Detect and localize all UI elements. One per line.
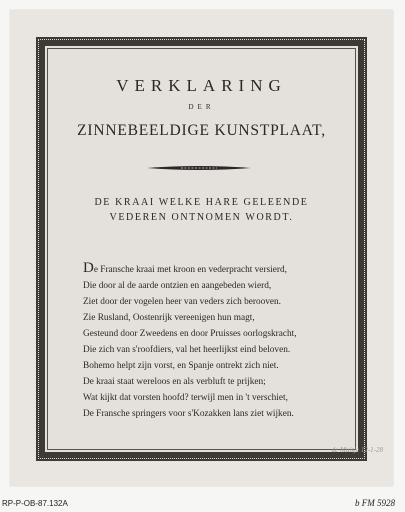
poem-heading [45, 195, 358, 225]
poem-line: Zie Rusland, Oostenrijk vereenigen hun magt, [83, 313, 255, 323]
poem-line: De Fransche springers voor s'Kozakken lans ziet wijken. [83, 409, 294, 419]
print-content [45, 46, 358, 452]
inventory-number: RP-P-OB-87.132A [2, 499, 68, 508]
handwritten-reference: b FM 5928 [355, 498, 395, 508]
poem-line: Die door al de aarde ontzien en aangebeden wierd, [83, 281, 272, 291]
document-title: VERKLARING [116, 76, 287, 95]
poem-dropcap: D [83, 260, 94, 276]
ornamental-divider [145, 165, 253, 171]
poem-line: Ziet door der vogelen heer van veders zich berooven. [83, 297, 281, 307]
poem-line: Bohemo helpt zijn vorst, en Spanje ontrekt zich niet. [83, 361, 279, 371]
poem-first-line: e Fransche kraai met kroon en vederpracht versierd, [93, 265, 287, 275]
poem-heading-line-1: DE KRAAI WELKE HARE GELEENDE [94, 197, 309, 208]
poem-line [83, 260, 368, 278]
pencil-note: de Muisje 12-1-28 [331, 446, 383, 454]
poem-line: De kraai staat wereloos en als verbluft te prijken; [83, 377, 266, 387]
poem-heading-line-2: VEDEREN ONTNOMEN WORDT. [109, 212, 294, 223]
document-subtitle: ZINNEBEELDIGE KUNSTPLAAT, [77, 122, 326, 139]
poem-line: Die zich van s'roofdiers, val het heerlijkst eind beloven. [83, 345, 291, 355]
poem-body [83, 260, 368, 422]
document-der: DER [188, 103, 215, 111]
ornamental-border [36, 37, 367, 461]
poem-line: Gesteund door Zweedens en door Pruisses oorlogskracht, [83, 329, 297, 339]
paper-sheet [10, 10, 393, 486]
poem-line: Wat kijkt dat vorsten hoofd? terwijl men in 't verschiet, [83, 393, 288, 403]
